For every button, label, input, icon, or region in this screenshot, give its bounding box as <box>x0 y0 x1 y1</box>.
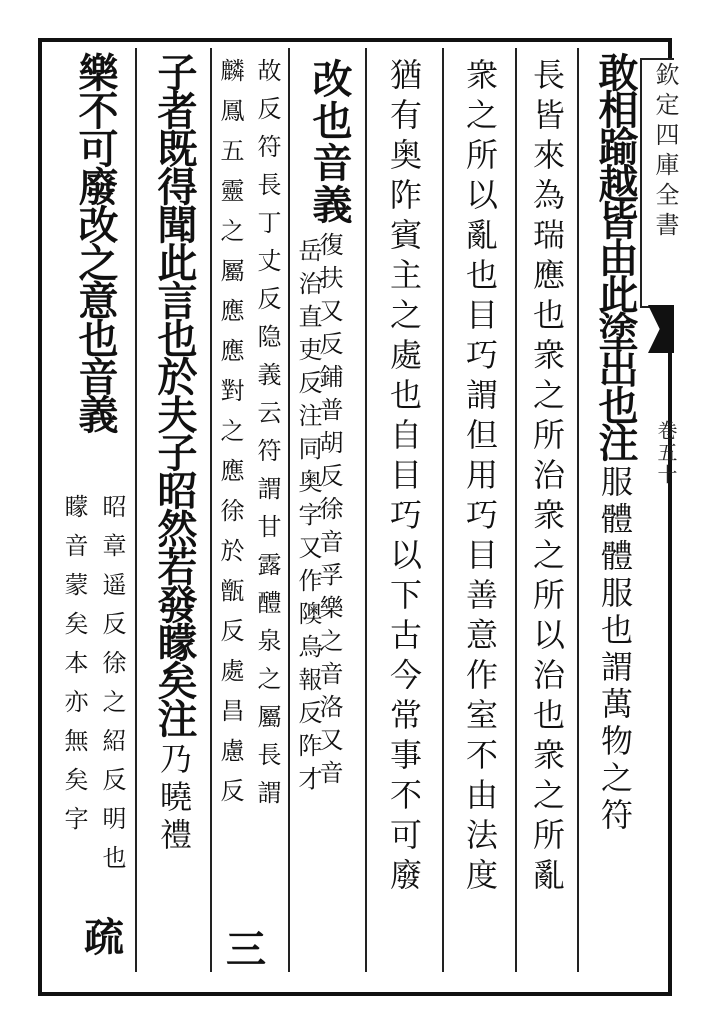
commentary-text: 猶有奥阼賓主之處也自目巧以下古今常事不可廢 <box>385 58 423 898</box>
text-column-3 <box>448 58 512 898</box>
text-column-6 <box>290 238 326 799</box>
volume-label: 卷五十 <box>654 420 678 486</box>
text-column-11 <box>94 494 130 884</box>
commentary-text: 矇音蒙矣本亦無矣字 <box>60 494 88 845</box>
text-column-1 <box>588 52 642 835</box>
commentary-text: 故反符長丁丈反隐義云符謂甘露醴泉之屬長謂 <box>253 58 281 818</box>
column-rule <box>135 48 137 972</box>
text-column-4 <box>370 58 438 898</box>
commentary-text: 乃曉禮 <box>155 742 193 856</box>
text-column-7 <box>248 58 286 818</box>
main-text: 子者既得聞此言也於夫子昭然若發矇矣注 <box>151 52 198 736</box>
column-rule <box>365 48 367 972</box>
main-text: 改也音義 <box>306 58 353 226</box>
text-column-2 <box>519 58 575 898</box>
commentary-text: 長皆來為瑞應也衆之所治衆之所以治也衆之所亂 <box>528 58 566 898</box>
main-text: 敢相踰越皆由此塗出也注 <box>592 52 639 459</box>
text-column-10 <box>60 52 130 432</box>
commentary-text: 服體體服也謂萬物之符 <box>596 465 634 835</box>
commentary-text: 衆之所以亂也目巧謂但用巧目善意作室不由法度 <box>461 58 499 898</box>
column-rule <box>577 48 579 972</box>
commentary-text: 岳治直吏反注同奥字又作隩烏報反阼才 <box>294 238 322 799</box>
closing-word <box>78 914 130 961</box>
book-title: 欽定四庫全書 <box>651 62 679 242</box>
commentary-text: 昭章遥反徐之紹反明也 <box>98 494 126 884</box>
commentary-text: 麟鳳五靈之屬應應對之應徐於甑反處昌慮反 <box>216 58 244 818</box>
column-rule <box>442 48 444 972</box>
closing-word-text: 疏 <box>84 914 124 961</box>
page-number: 三 <box>226 926 266 973</box>
main-text: 樂不可廢改之意也音義 <box>72 52 119 432</box>
commentary-text: 復扶又反鋪普胡反徐音孚樂之音洛又音 <box>315 232 343 793</box>
column-rule <box>515 48 517 972</box>
text-column-8 <box>212 58 248 818</box>
text-column-12 <box>56 494 92 845</box>
text-column-9 <box>142 52 206 856</box>
